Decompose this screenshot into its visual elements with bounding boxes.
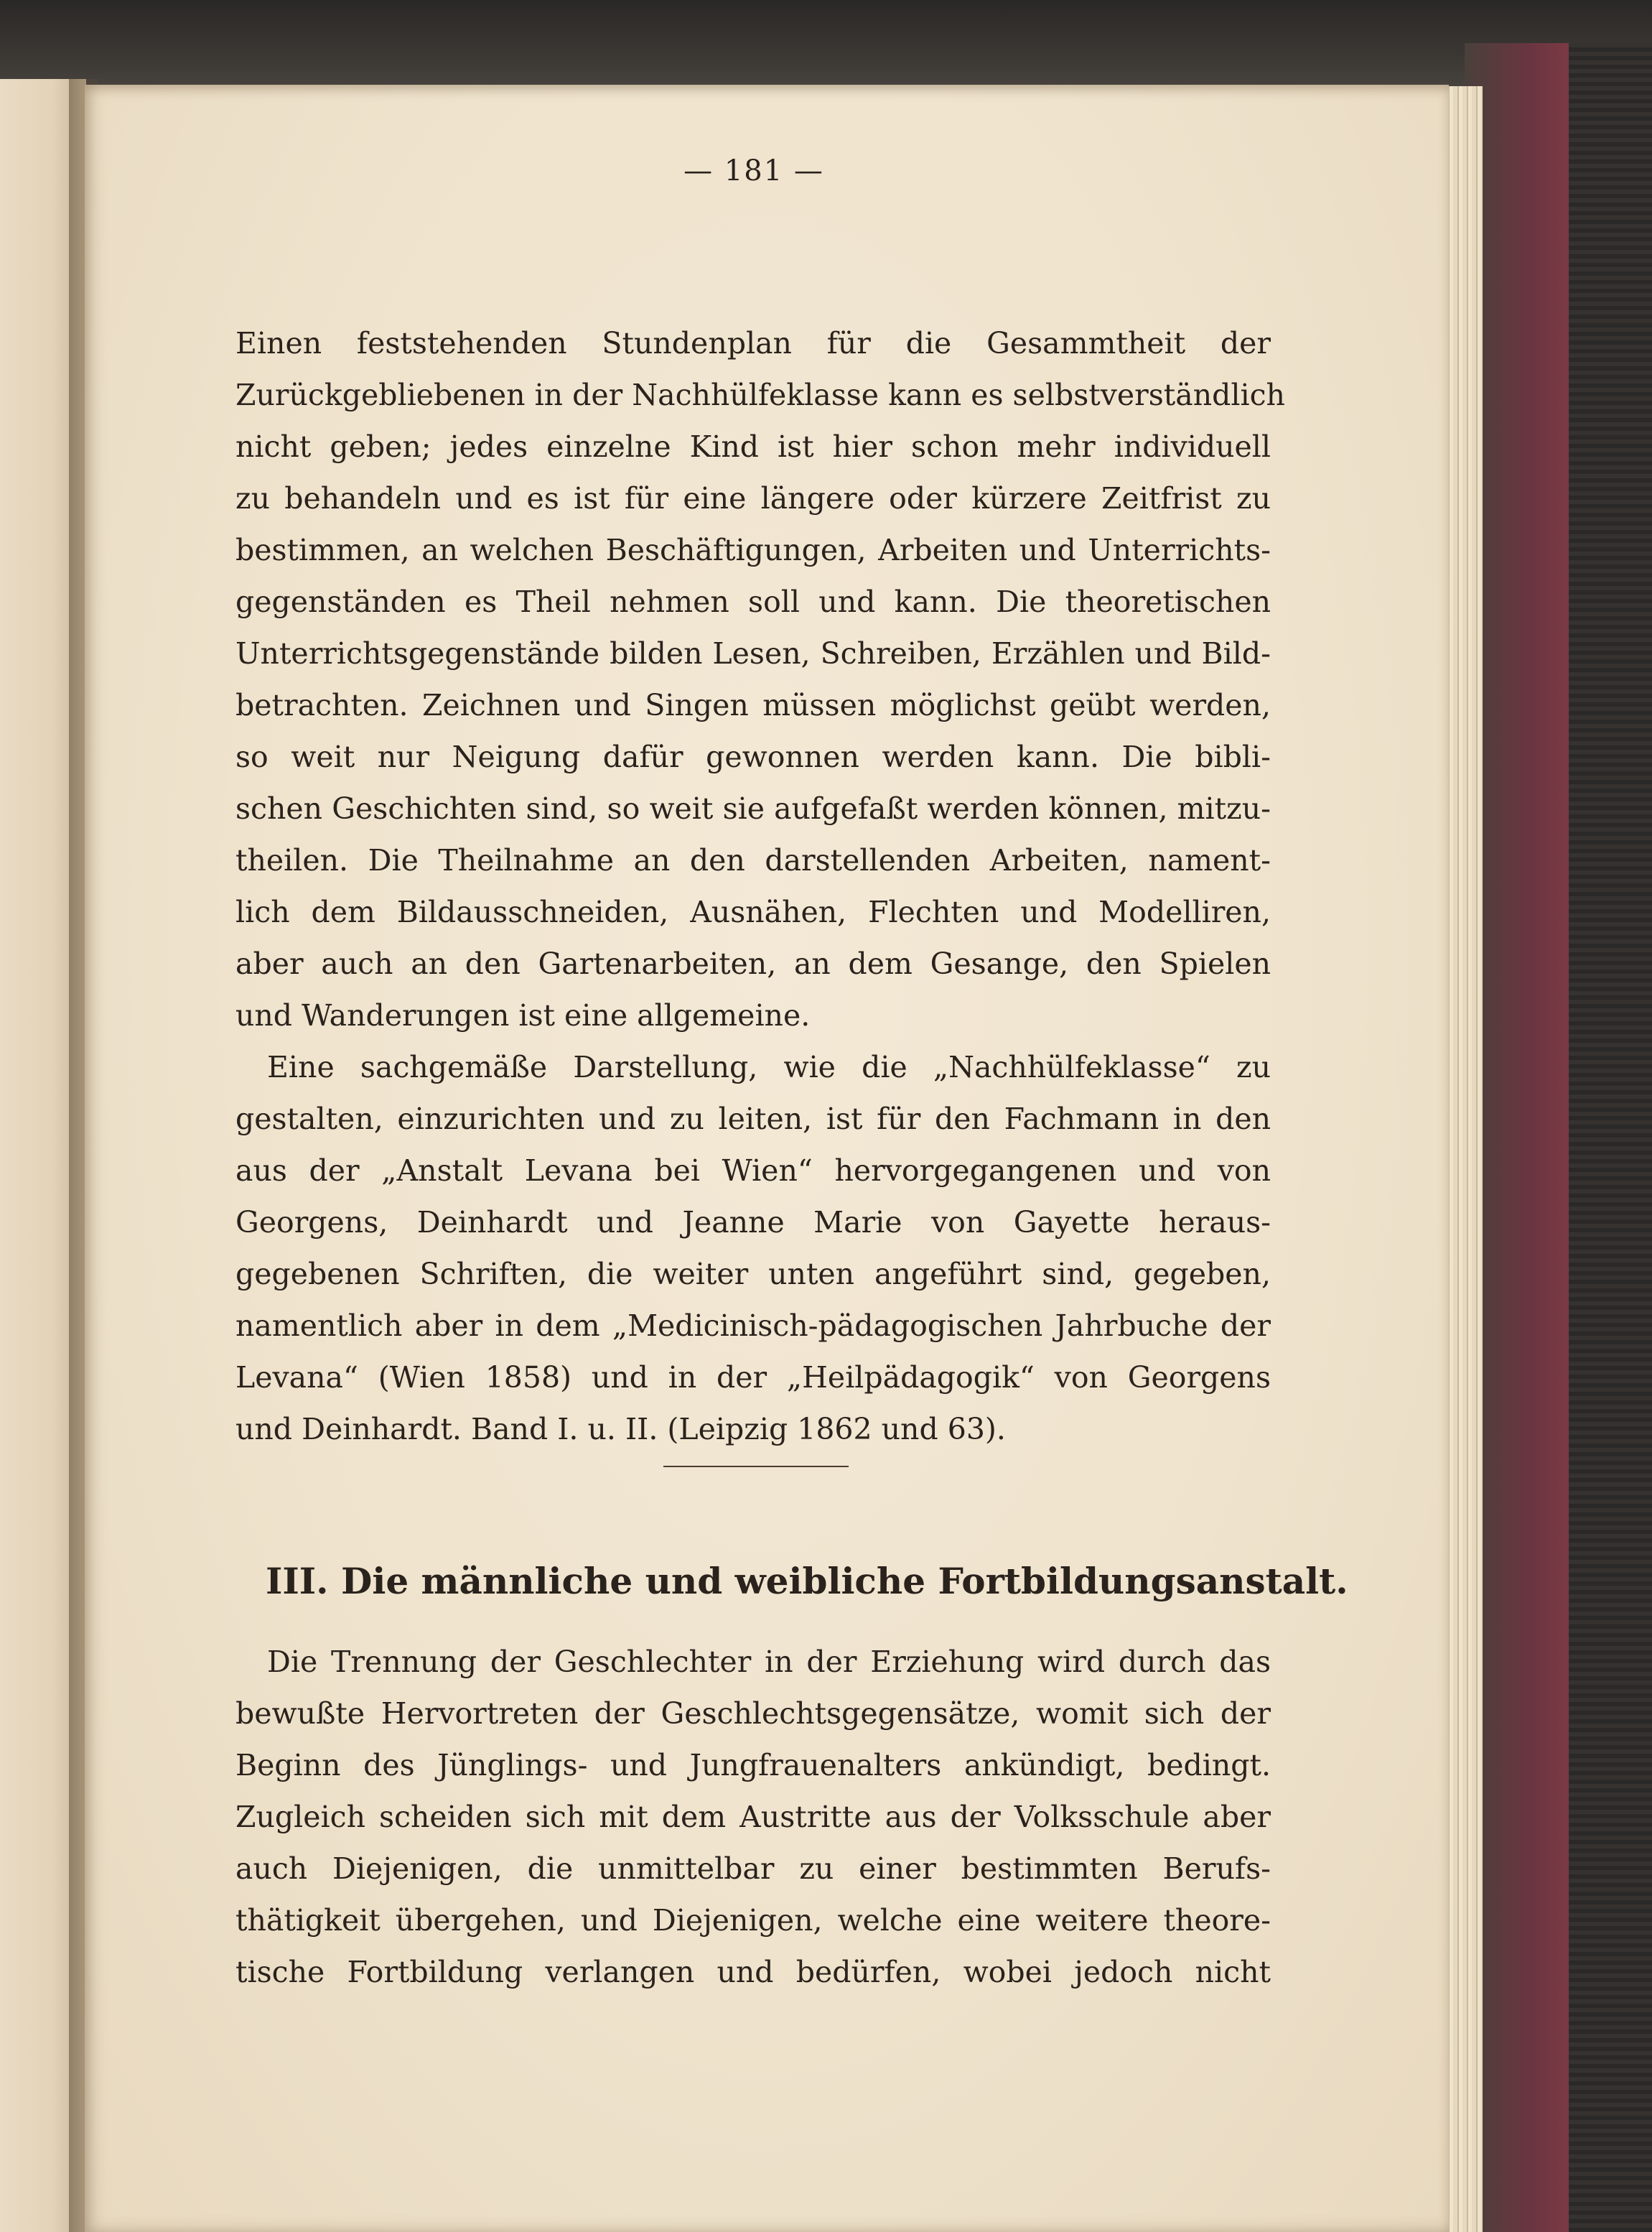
text-line: so weit nur Neigung dafür gewonnen werden kann. Die bibli- — [235, 740, 1271, 774]
text-line: gegenständen es Theil nehmen soll und kann. Die theoretischen — [235, 585, 1271, 619]
text-line: Beginn des Jünglings- und Jungfrauenalters ankündigt, bedingt. — [235, 1748, 1271, 1782]
text-line: theilen. Die Theilnahme an den darstellenden Arbeiten, nament- — [235, 843, 1271, 878]
section-heading: III. Die männliche und weibliche Fortbildungsanstalt. — [266, 1560, 1348, 1602]
text-line: Einen feststehenden Stundenplan für die Gesammtheit der — [235, 326, 1271, 361]
binding-board — [0, 0, 1652, 93]
text-line: Zurückgebliebenen in der Nachhülfeklasse kann es selbstverständlich — [235, 378, 1285, 412]
text-line: schen Geschichten sind, so weit sie aufgefaßt werden können, mitzu- — [235, 791, 1271, 826]
text-line: zu behandeln und es ist für eine längere oder kürzere Zeitfrist zu — [235, 481, 1271, 516]
text-line: auch Diejenigen, die unmittelbar zu einer bestimmten Berufs- — [235, 1851, 1271, 1886]
text-line: nicht geben; jedes einzelne Kind ist hier schon mehr individuell — [235, 429, 1271, 464]
text-line: namentlich aber in dem „Medicinisch-pädagogischen Jahrbuche der — [235, 1308, 1271, 1343]
text-line: Eine sachgemäße Darstellung, wie die „Nachhülfeklasse“ zu — [267, 1050, 1271, 1084]
text-line: betrachten. Zeichnen und Singen müssen möglichst geübt werden, — [235, 688, 1271, 722]
text-line: und Deinhardt. Band I. u. II. (Leipzig 1862 und 63). — [235, 1412, 1006, 1446]
text-line: und Wanderungen ist eine allgemeine. — [235, 998, 811, 1033]
text-line: lich dem Bildausschneiden, Ausnähen, Flechten und Modelliren, — [235, 895, 1271, 929]
text-line: gestalten, einzurichten und zu leiten, ist für den Fachmann in den — [235, 1102, 1271, 1136]
section-divider — [663, 1466, 849, 1467]
text-line: thätigkeit übergehen, und Diejenigen, welche eine weitere theore- — [235, 1903, 1271, 1938]
text-line: bestimmen, an welchen Beschäftigungen, Arbeiten und Unterrichts- — [235, 533, 1271, 567]
page-number: — 181 — — [683, 154, 824, 187]
text-line: Die Trennung der Geschlechter in der Erziehung wird durch das — [267, 1645, 1271, 1679]
text-line: gegebenen Schriften, die weiter unten angeführt sind, gegeben, — [235, 1257, 1271, 1291]
text-line: tische Fortbildung verlangen und bedürfen, wobei jedoch nicht — [235, 1955, 1271, 1989]
text-line: aber auch an den Gartenarbeiten, an dem Gesange, den Spielen — [235, 947, 1271, 981]
text-line: Unterrichtsgegenstände bilden Lesen, Schreiben, Erzählen und Bild- — [235, 636, 1271, 671]
text-line: Zugleich scheiden sich mit dem Austritte aus der Volksschule aber — [235, 1800, 1271, 1834]
cover-edge — [1569, 43, 1652, 2232]
text-line: aus der „Anstalt Levana bei Wien“ hervorgegangenen und von — [235, 1153, 1271, 1188]
text-line: bewußte Hervortreten der Geschlechtsgegensätze, womit sich der — [235, 1696, 1271, 1731]
text-line: Levana“ (Wien 1858) und in der „Heilpädagogik“ von Georgens — [235, 1360, 1271, 1395]
text-line: Georgens, Deinhardt und Jeanne Marie von Gayette heraus- — [235, 1205, 1271, 1240]
